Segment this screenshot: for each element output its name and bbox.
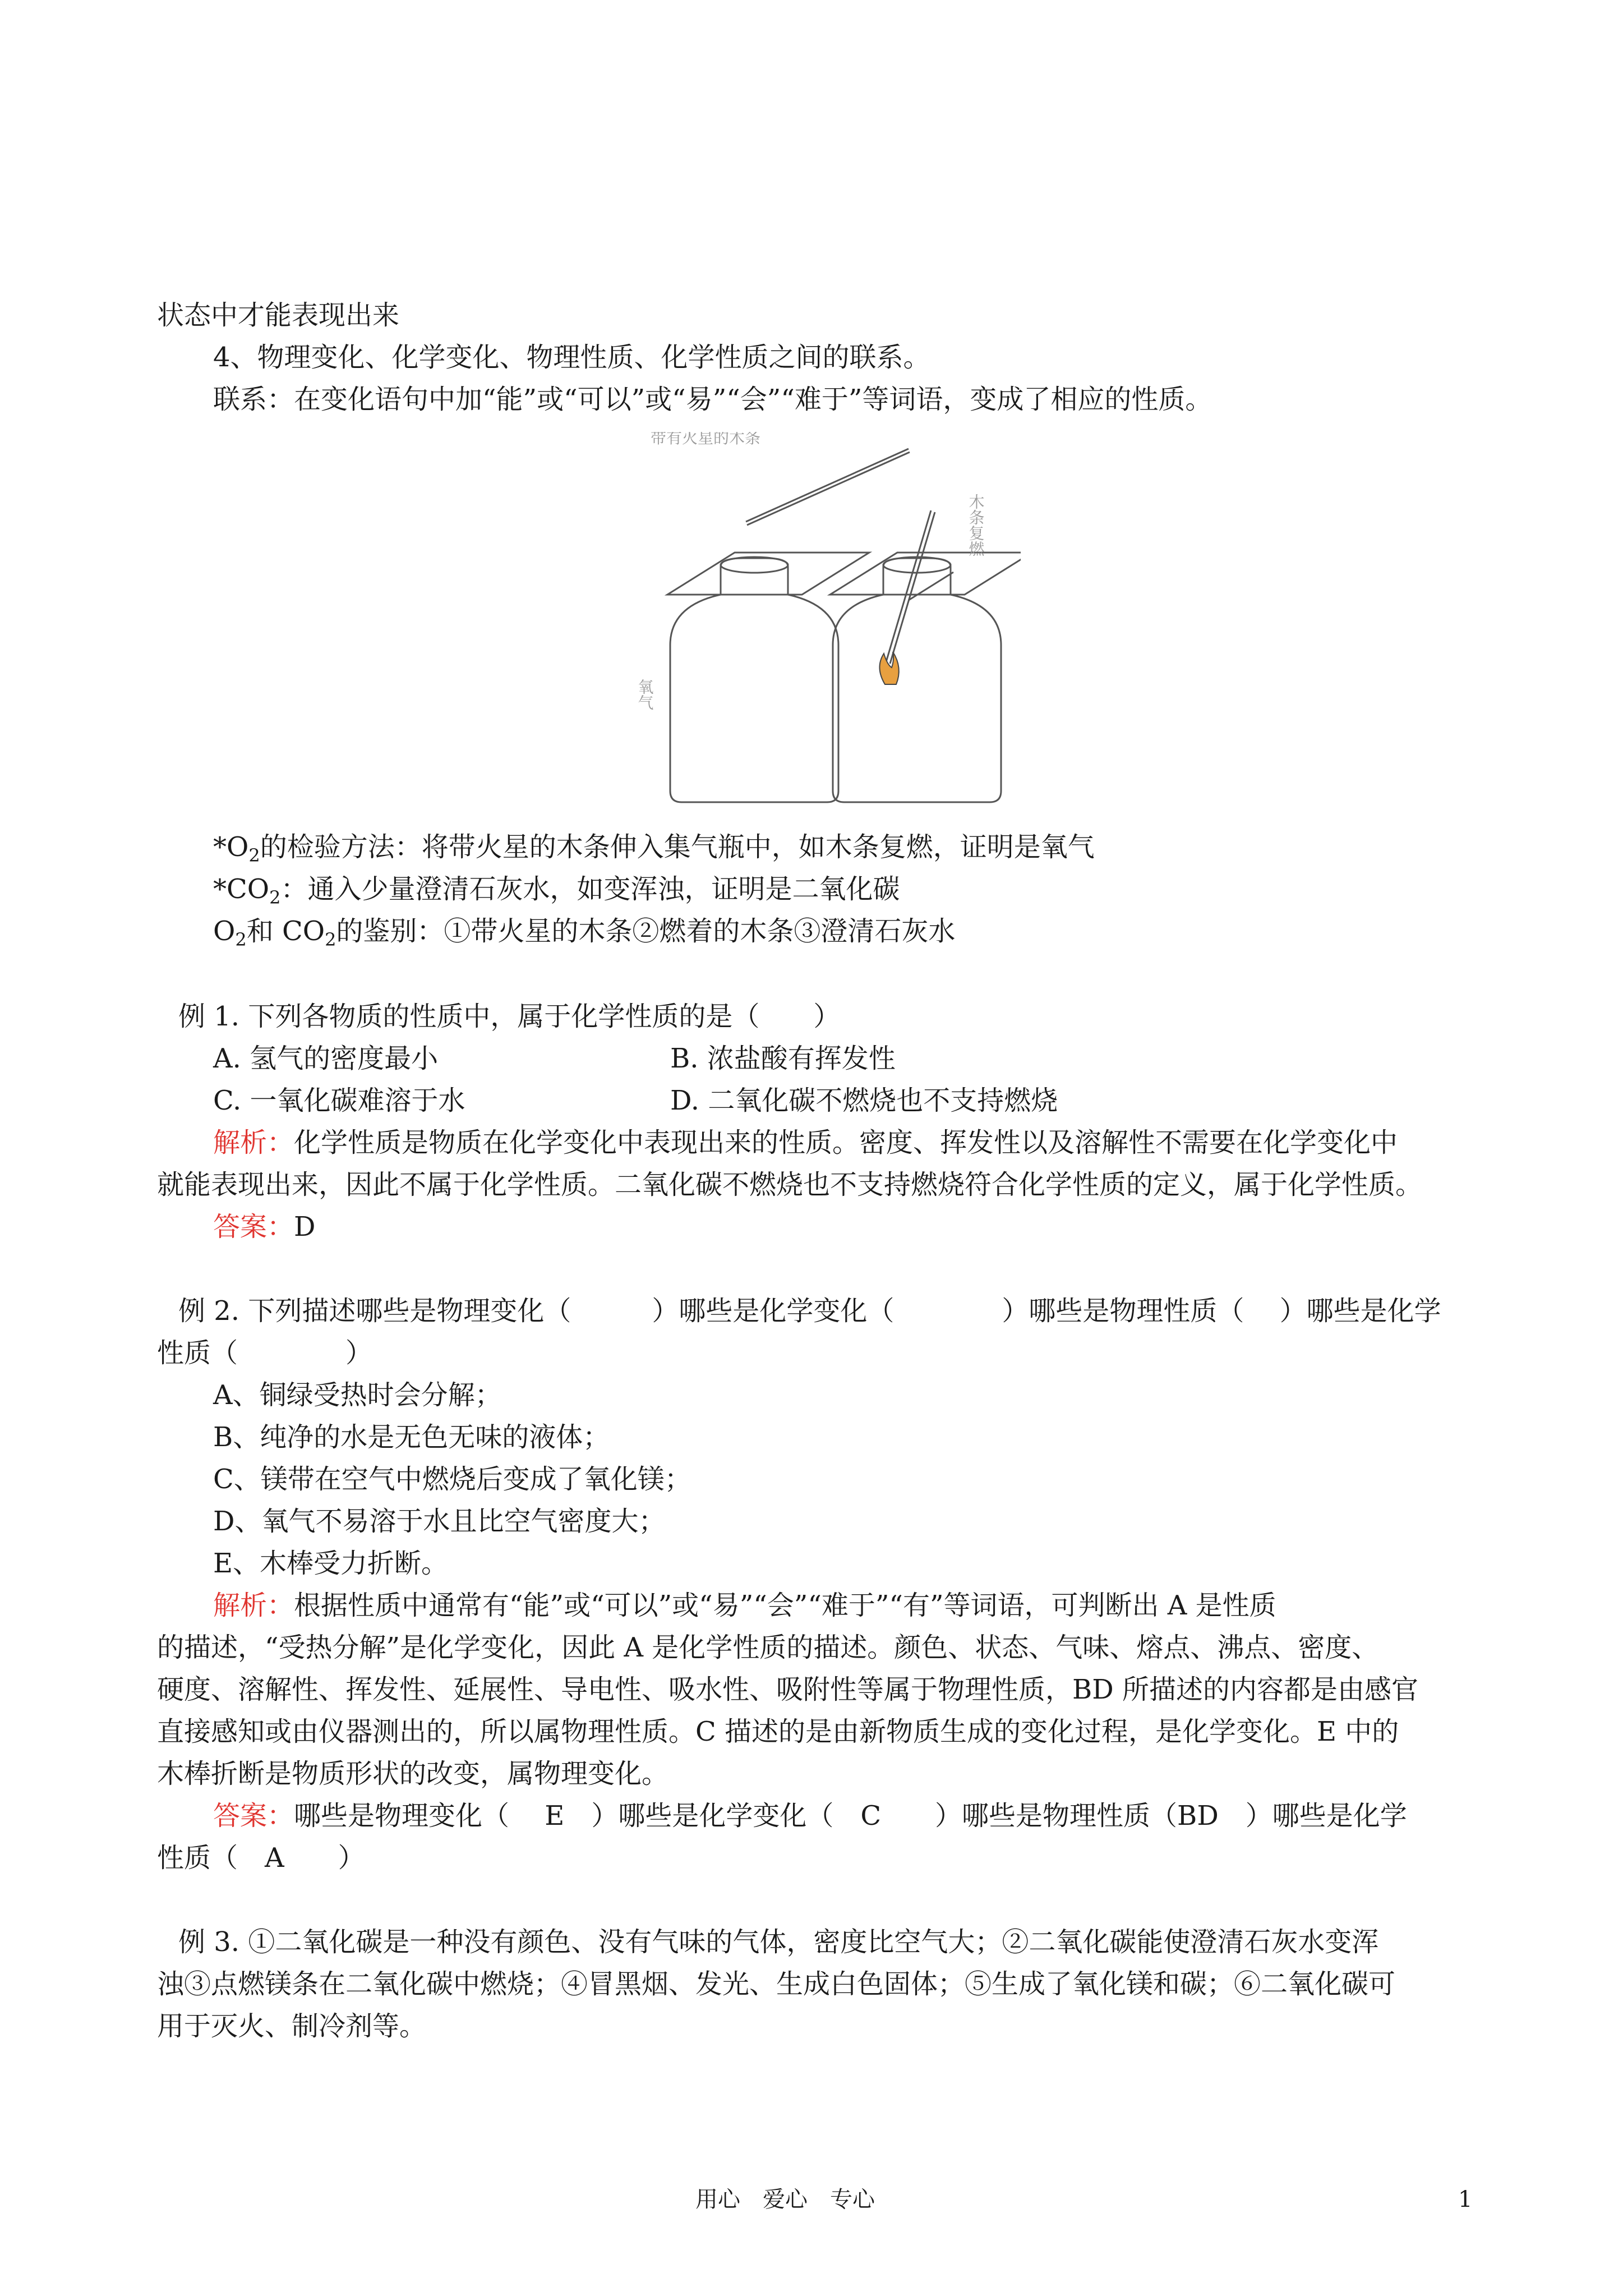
example-3-line-3: 用于灭火、制冷剂等。: [157, 2010, 427, 2042]
example-2-item-b: B、纯净的水是无色无味的液体；: [213, 1421, 610, 1453]
section-heading: 4、物理变化、化学变化、物理性质、化学性质之间的联系。: [213, 342, 930, 373]
glowing-splint: [746, 449, 909, 522]
flame: [879, 652, 898, 684]
continued-line: 状态中才能表现出来: [157, 300, 400, 331]
example-2-analysis-cont-2: 硬度、溶解性、挥发性、延展性、导电性、吸水性、吸附性等属于物理性质，BD 所描述的内容都是由感官: [157, 1674, 1419, 1705]
label-oxygen: 氧气: [635, 679, 654, 710]
o2-test-method: $*O_2$的检验方法：将带火星的木条伸入集气瓶中，如木条复燃，证明是氧气: [213, 831, 1095, 866]
footer-motto: 用心 爱心 专心: [695, 2187, 875, 2212]
label-splint: 带有火星的木条: [651, 432, 761, 447]
example-2-analysis: 解析：根据性质中通常有“能”或“可以”或“易”“会”“难于”“有”等词语，可判断出 A 是性质: [213, 1590, 1276, 1621]
example-1-analysis: 解析：化学性质是物质在化学变化中表现出来的性质。密度、挥发性以及溶解性不需要在化学变化中: [213, 1127, 1398, 1158]
example-1-question: 例 1. 下列各物质的性质中，属于化学性质的是（ ）: [178, 1001, 841, 1032]
example-2-analysis-cont-3: 直接感知或由仪器测出的，所以属物理性质。C 描述的是由新物质生成的变化过程，是化学变化。E 中的: [157, 1716, 1399, 1747]
page-number: 1: [1458, 2187, 1473, 2212]
example-1-analysis-cont: 就能表现出来，因此不属于化学性质。二氧化碳不燃烧也不支持燃烧符合化学性质的定义，属于化学性质。: [157, 1169, 1423, 1200]
example-1-answer: 答案：D: [213, 1211, 316, 1243]
label-relight: 木条复燃: [966, 494, 985, 556]
example-3-line-2: 浊③点燃镁条在二氧化碳中燃烧；④冒黑烟、发光、生成白色固体；⑤生成了氧化镁和碳；⑥二氧化碳可: [157, 1968, 1396, 2000]
example-2-question-cont: 性质（ ）: [157, 1337, 373, 1369]
relation-text: 联系：在变化语句中加“能”或“可以”或“易”“会”“难于”等词语，变成了相应的性质。: [213, 384, 1212, 415]
example-2-answer-cont: 性质（ A ）: [157, 1842, 365, 1874]
oxygen-test-figure: [617, 432, 1021, 805]
example-2-answer: 答案：哪些是物理变化（ E ）哪些是化学变化（ C ）哪些是物理性质（BD ）哪些是化学: [213, 1800, 1407, 1832]
example-1-option-b: B. 浓盐酸有挥发性: [670, 1043, 896, 1074]
identification-methods: $O_2$和 $CO_2$的鉴别：①带火星的木条②燃着的木条③澄清石灰水: [213, 915, 956, 950]
example-2-question: 例 2. 下列描述哪些是物理变化（ ）哪些是化学变化（ ）哪些是物理性质（ ）哪些是化学: [178, 1295, 1441, 1327]
example-3-line-1: 例 3. ①二氧化碳是一种没有颜色、没有气味的气体，密度比空气大；②二氧化碳能使澄清石灰水变浑: [178, 1926, 1379, 1958]
example-2-item-a: A、铜绿受热时会分解；: [213, 1379, 502, 1411]
example-2-analysis-cont-4: 木棒折断是物质形状的改变，属物理变化。: [157, 1758, 669, 1789]
example-1-option-d: D. 二氧化碳不燃烧也不支持燃烧: [670, 1085, 1058, 1116]
example-1-option-a: A. 氢气的密度最小: [213, 1043, 439, 1074]
relit-splint: [886, 510, 931, 662]
example-2-item-e: E、木棒受力折断。: [213, 1548, 449, 1579]
example-2-item-d: D、氧气不易溶于水且比空气密度大；: [213, 1506, 666, 1537]
example-1-option-c: C. 一氧化碳难溶于水: [213, 1085, 465, 1116]
example-2-analysis-cont-1: 的描述，“受热分解”是化学变化，因此 A 是化学性质的描述。颜色、状态、气味、熔点、沸点、密度、: [157, 1632, 1379, 1663]
co2-test-method: $*CO_2$：通入少量澄清石灰水，如变浑浊，证明是二氧化碳: [213, 873, 900, 908]
example-2-item-c: C、镁带在空气中燃烧后变成了氧化镁；: [213, 1464, 691, 1495]
